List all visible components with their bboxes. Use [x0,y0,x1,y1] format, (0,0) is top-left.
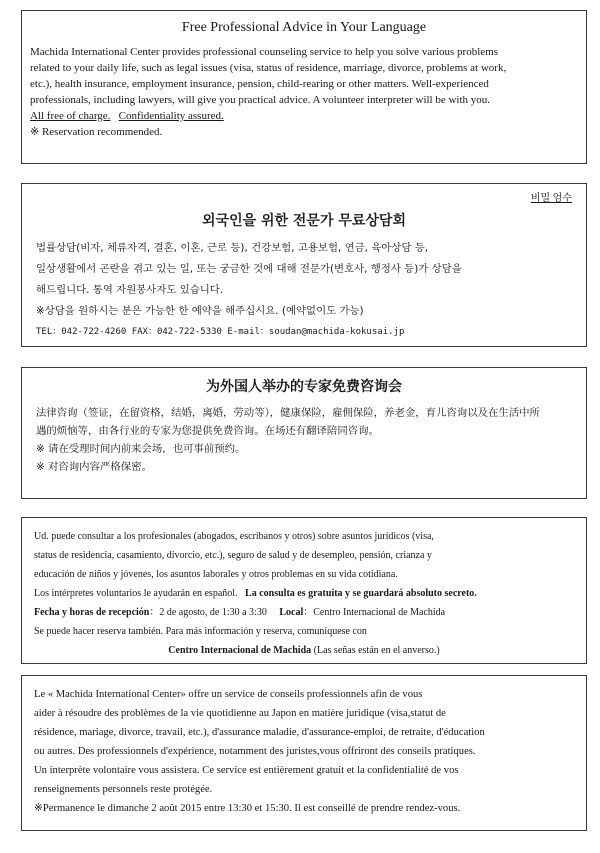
french-line-7: ※Permanence le dimanche 2 août 2015 entre 13:30 et 15:30. Il est conseillé de prendre rendez-vous. [34,803,461,814]
spanish-place-label: Local [279,607,304,618]
spanish-center-name: Centro Internacional de Machida [168,645,312,656]
korean-contact-line: TEL：042-722-4260 FAX：042-722-5330 E-mail：soudan@machida-kokusai.jp [36,327,405,337]
spanish-line-1: Ud. puede consultar a los profesionales (abogados, escribanos y otros) sobre asuntos jurídicos (visa, [34,531,434,542]
spanish-line-2: status de residencia, casamiento, divorcio, etc.), seguro de salud y de desempleo, pensión, crianza y [34,550,432,561]
chinese-line-1: 法律咨询（签证，在留资格，结婚，离婚，劳动等），健康保险，雇佣保险，养老金，育儿咨询以及在生活中所 [36,407,540,419]
spanish-line-7 [34,641,574,660]
french-line-4: ou autres. Des professionnels d'expérience, notamment des juristes,vous offriront des conseils pratiques. [34,746,476,757]
english-line-2: related to your daily life, such as legal issues (visa, status of residence, marriage, divorce, problems at work, [30,62,507,74]
spanish-notice-box [21,517,587,664]
korean-line-2: 일상생활에서 곤란을 겪고 있는 일, 또는 궁금한 것에 대해 전문가(변호사, 행정사 등)가 상담을 [36,263,462,275]
korean-line-1: 법률상담(비자, 체류자격, 결혼, 이혼, 근로 등), 건강보험, 고용보험, 연금, 육아상담 등, [36,242,429,254]
confidentiality-text: Confidentiality assured. [118,110,224,122]
french-line-3: résidence, mariage, divorce, travail, etc.), d'assurance maladie, d'assurance-emploi, de retraite, d'éducation [34,727,485,738]
english-line-1: Machida International Center provides professional counseling service to help you solve various problems [30,46,498,58]
confidential-badge: 비밀 엄수 [530,193,572,204]
spanish-free-text: La consulta es gratuita y se guardará absoluto secreto. [245,588,477,599]
korean-title: 외국인을 위한 전문가 무료상담회 [202,213,406,229]
chinese-notice-box [21,367,587,499]
english-free-line [30,108,578,124]
spanish-line-6: Se puede hacer reserva también. Para más información y reserva, comuníquese con [34,626,367,637]
english-line-3: etc.), health insurance, employment insurance, pension, child-rearing or other matters. Well-experienced [30,78,489,90]
korean-line-4: ※상담을 원하시는 분은 가능한 한 예약을 해주십시요. (예약없이도 가능) [36,305,364,317]
spanish-line-4 [34,584,574,603]
french-line-1: Le « Machida International Center» offre un service de conseils professionnels afin de vous [34,689,423,700]
spanish-interpreter-text: Los intérpretes voluntarios le ayudarán en español. [34,588,238,599]
english-title: Free Professional Advice in Your Language [181,20,427,35]
english-notice-box [21,10,587,164]
free-of-charge-text: All free of charge. [30,110,111,122]
french-line-6: renseignements personnels reste protégée. [34,784,213,795]
chinese-line-3: ※ 请在受理时间内前来会场，也可事前预约。 [36,443,246,455]
korean-line-3: 해드립니다. 통역 자원봉사자도 있습니다. [36,284,224,296]
spanish-address-note: (Las señas están en el anverso.) [311,645,440,656]
chinese-line-4: ※ 对咨询内容严格保密。 [36,461,152,473]
french-line-5: Un interprète volontaire vous assistera. Ce service est entièrement gratuit et la confidentialité de vos [34,765,459,776]
french-line-2: aider à résoudre des problèmes de la vie quotidienne au Japon en matière juridique (visa,statut de [34,708,446,719]
french-notice-box [21,675,587,831]
chinese-title: 为外国人举办的专家免费咨询会 [206,379,402,395]
spanish-line-5 [34,603,574,622]
spanish-line-3: educación de niños y jóvenes, los asuntos laborales y otros problemas en su vida cotidiana. [34,569,398,580]
english-reservation-note: ※ Reservation recommended. [30,126,163,138]
spanish-place-value: ：Centro Internacional de Machida [303,607,446,618]
spanish-date-value: ：2 de agosto, de 1:30 a 3:30 [149,607,267,618]
korean-notice-box [21,183,587,347]
chinese-line-2: 遇的烦恼等，由各行业的专家为您提供免费咨询。在场还有翻译陪同咨询。 [36,425,379,437]
english-line-4: professionals, including lawyers, will give you practical advice. A volunteer interpreter will be with you. [30,94,491,106]
spanish-date-label: Fecha y horas de recepción [34,607,150,618]
